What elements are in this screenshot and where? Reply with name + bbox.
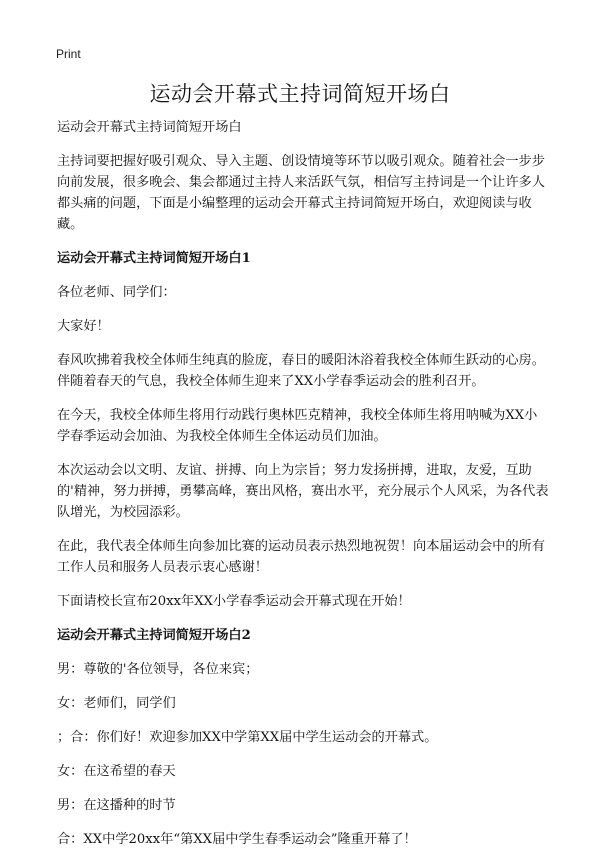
article-subtitle: 运动会开幕式主持词简短开场白 [57, 120, 242, 135]
paragraph: 在此，我代表全体师生向参加比赛的运动员表示热烈地祝贺！向本届运动会中的所有工作人员和服务人员表示衷心感谢！ [57, 539, 545, 575]
print-link[interactable]: Print [56, 47, 81, 61]
paragraph: 春风吹拂着我校全体师生纯真的脸庞，春日的暖阳沐浴着我校全体师生跃动的心房。伴随着春天的气息，我校全体师生迎来了XX小学春季运动会的胜利召开。 [57, 353, 545, 389]
paragraph: 各位老师、同学们： [57, 285, 176, 300]
paragraph: 本次运动会以文明、友谊、拼搏、向上为宗旨；努力发扬拼搏，进取，友爱，互助的'精神，努力拼搏，勇攀高峰，赛出风格，赛出水平，充分展示个人风采，为各代表队增光，为校园添彩。 [57, 463, 549, 520]
paragraph: 大家好！ [57, 319, 110, 334]
dialogue-line: ；合：你们好！欢迎参加XX中学第XX届中学生运动会的开幕式。 [57, 730, 438, 745]
dialogue-line: 合：XX中学20xx年“第XX届中学生春季运动会”隆重开幕了！ [57, 832, 417, 847]
page-title: 运动会开幕式主持词简短开场白 [149, 82, 451, 106]
intro-paragraph: 主持词要把握好吸引观众、导入主题、创设情境等环节以吸引观众。随着社会一步步向前发展，很多晚会、集会都通过主持人来活跃气氛，相信写主持词是一个让许多人都头痛的问题，下面是小编整理的运动会开幕式主持词简短开场白，欢迎阅读与收藏。 [57, 154, 545, 232]
paragraph: 在今天，我校全体师生将用行动践行奥林匹克精神，我校全体师生将用呐喊为XX小学春季运动会加油、为我校全体师生全体运动员们加油。 [57, 408, 538, 444]
dialogue-line: 男：在这播种的时节 [57, 798, 176, 813]
dialogue-line: 女：老师们，同学们 [57, 696, 176, 711]
section-heading-2: 运动会开幕式主持词简短开场白2 [57, 628, 251, 643]
dialogue-line: 女：在这希望的春天 [57, 764, 176, 779]
article-body [57, 117, 550, 863]
section-heading-1: 运动会开幕式主持词简短开场白1 [57, 251, 251, 266]
dialogue-line: 男：尊敬的'各位领导，各位来宾； [57, 662, 259, 677]
paragraph: 下面请校长宣布20xx年XX小学春季运动会开幕式现在开始！ [57, 594, 411, 609]
